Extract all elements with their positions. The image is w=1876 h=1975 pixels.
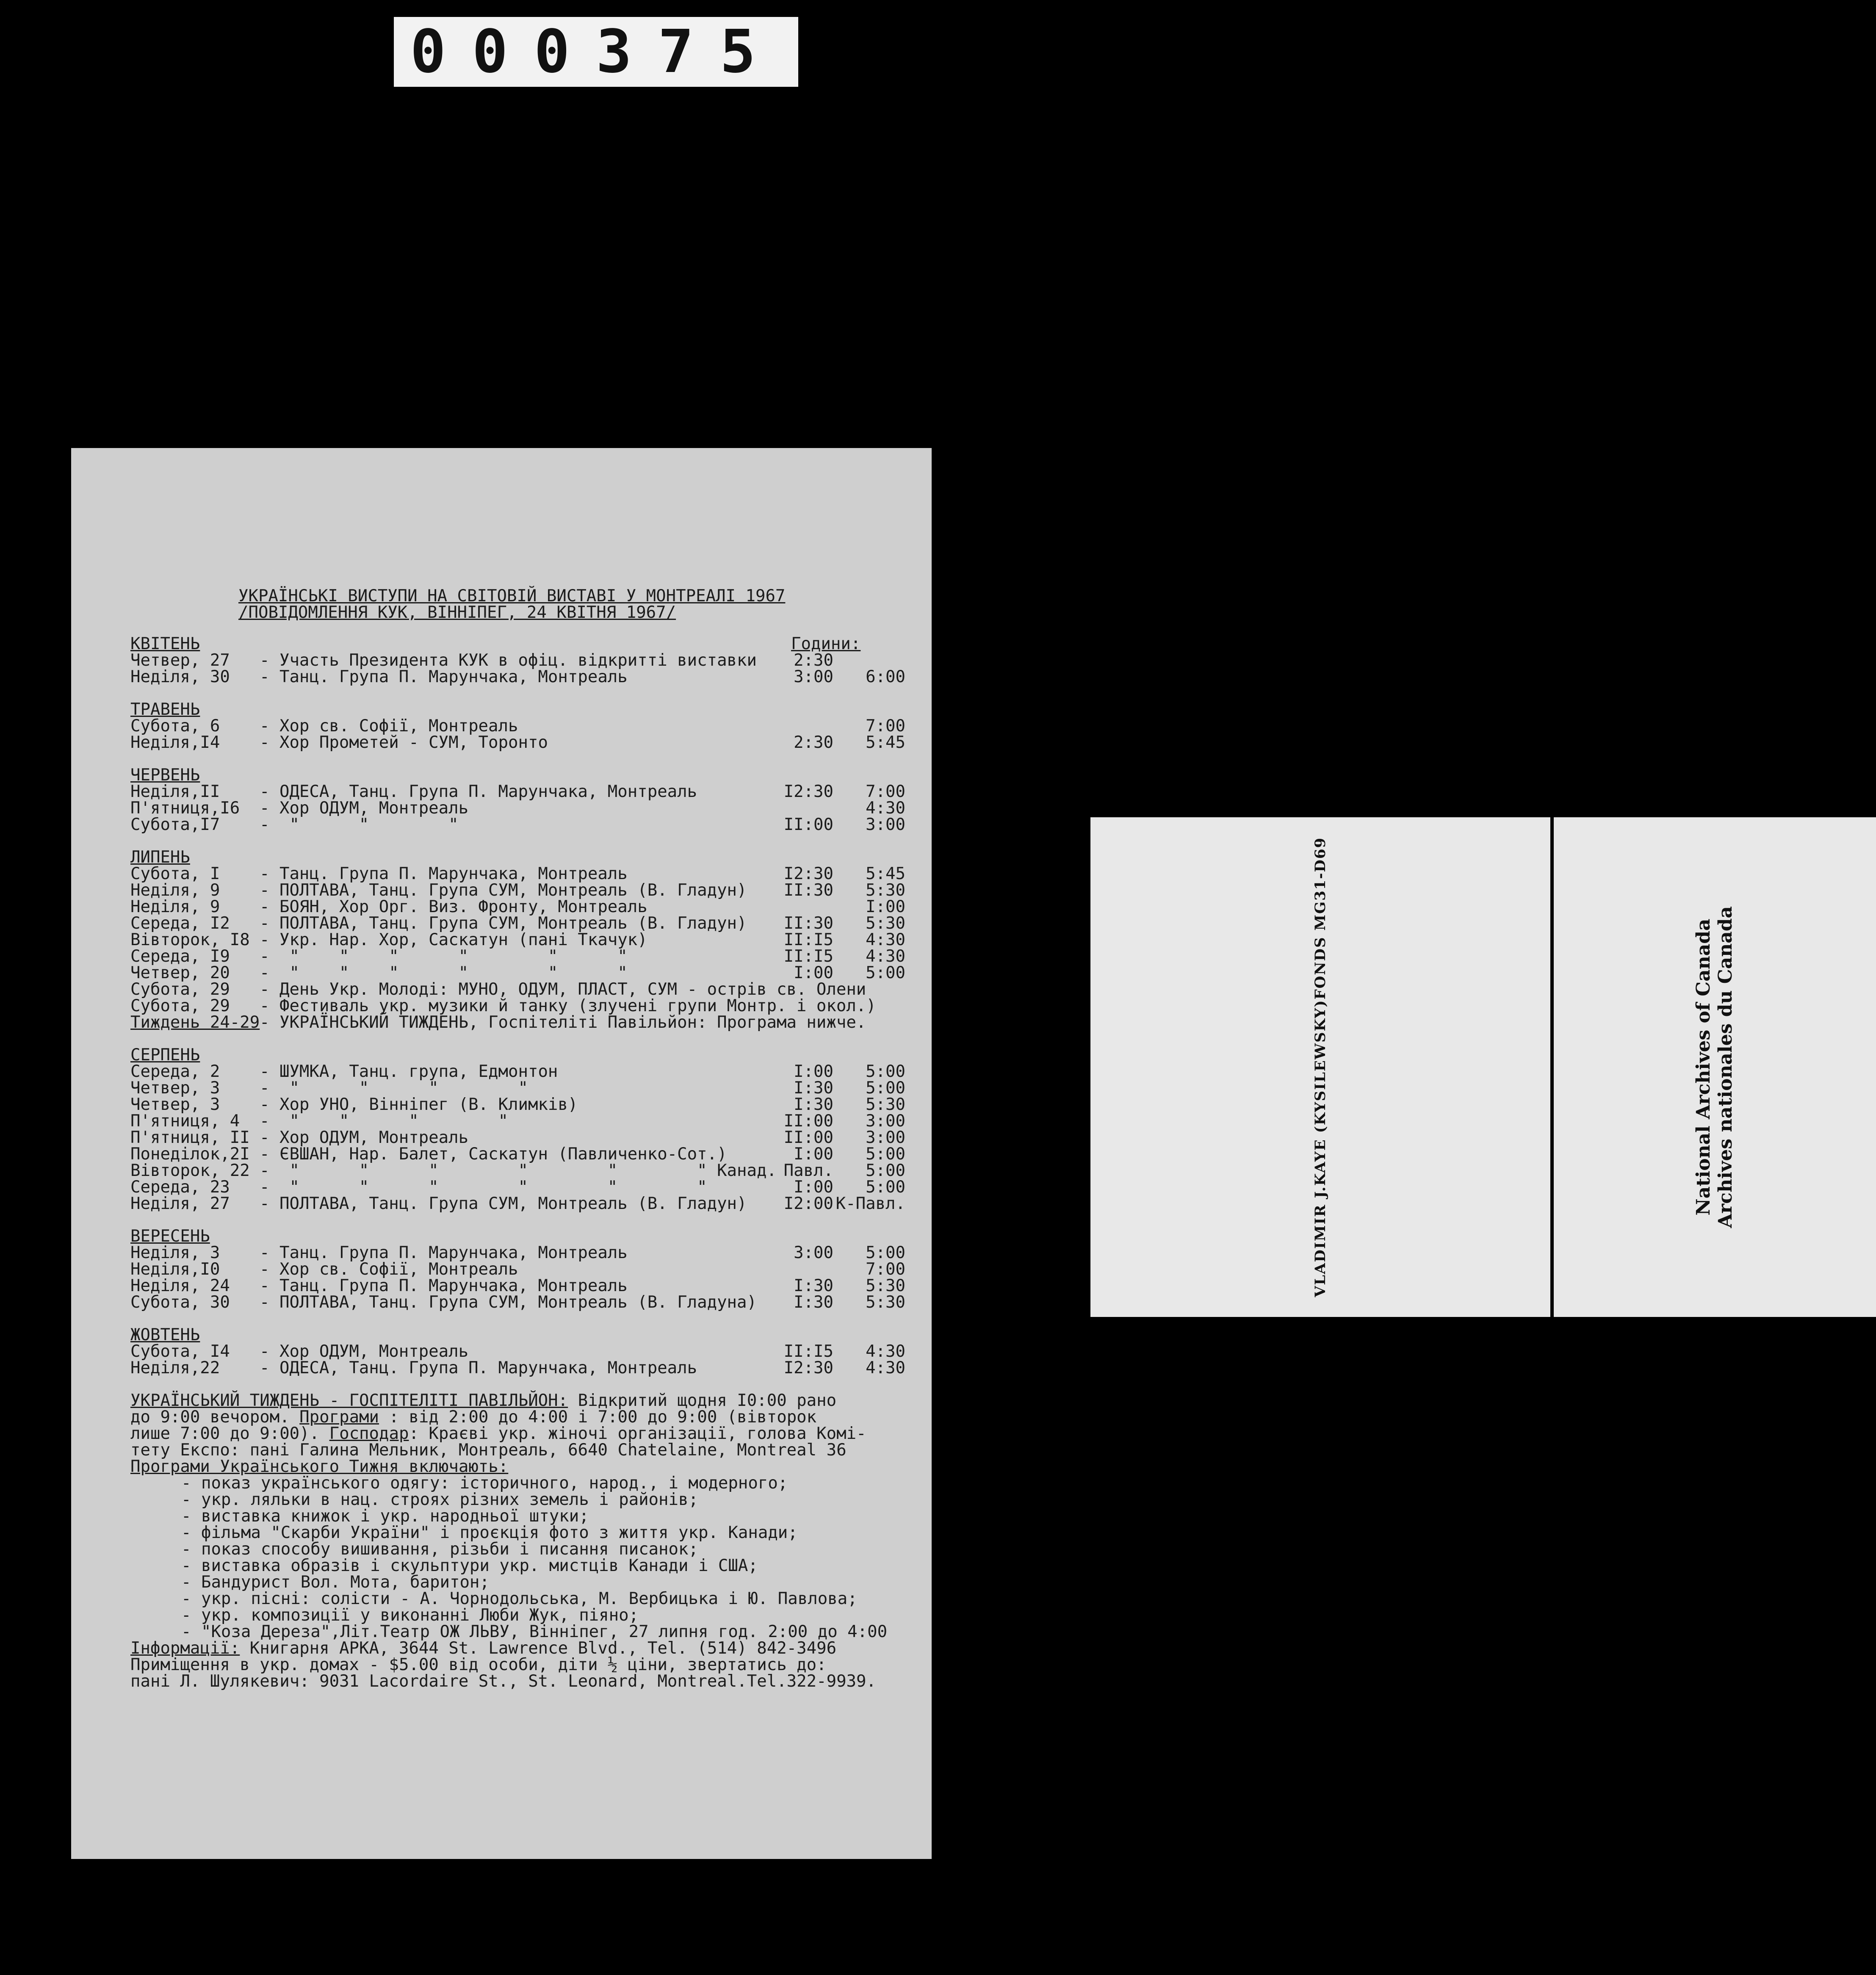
row-day: Субота, 6 (130, 716, 220, 736)
row-event: - День Укр. Молоді: МУНО, ОДУМ, ПЛАСТ, СУМ - острів св. Олени (260, 980, 866, 999)
row-day: Четвер, 27 (130, 651, 230, 670)
schedule-row (130, 1360, 932, 1376)
row-event: - " " " (260, 815, 459, 834)
row-event: - " " " " " " (260, 963, 628, 982)
row-event: - Фестиваль укр. музики й танку (злучені групи Монтр. і окол.) (260, 996, 876, 1015)
fonds-label (1090, 817, 1550, 1317)
row-day: Неділя, 30 (130, 667, 230, 686)
schedule-row (130, 882, 932, 899)
row-time-1: 2:30 (794, 733, 833, 752)
week-line-4: тету Експо: пані Галина Мельник, Монтреаль, 6640 Chatelaine, Montreal 36 (130, 1441, 847, 1460)
fonds-text: VLADIMIR J.KAYE (KYSILEWSKY)FONDS MG31-D69 (1312, 837, 1329, 1297)
row-time-2: 7:00 (866, 716, 905, 736)
row-time-1: ІІ:І5 (783, 947, 833, 966)
row-event: - Хор Прометей - СУМ, Торонто (260, 733, 548, 752)
program-item: - "Коза Дереза",Літ.Театр ОЖ ЛЬВУ, Вінніпег, 27 липня год. 2:00 до 4:00 (181, 1622, 888, 1641)
week-line-2 (130, 1409, 932, 1425)
row-time-2: 5:30 (866, 1276, 905, 1295)
row-event: - Хор ОДУМ, Монтреаль (260, 1342, 469, 1361)
info-line (130, 1640, 932, 1657)
week-line-2-start: до 9:00 вечором. (130, 1408, 290, 1427)
row-day: П'ятниця,І6 (130, 799, 240, 818)
row-time-2 (833, 998, 905, 1014)
row-event: - Хор св. Софії, Монтреаль (260, 716, 518, 736)
schedule-row (130, 816, 932, 833)
row-time-1 (780, 998, 833, 1014)
row-event: - БОЯН, Хор Орг. Виз. Фронту, Монтреаль (260, 897, 647, 916)
schedule-row (130, 718, 932, 734)
row-time-1: 3:00 (794, 1243, 833, 1262)
row-time-2: 4:30 (866, 930, 905, 949)
ukrainian-week-section (130, 1392, 932, 1690)
program-item: - укр. композиції у виконанні Люби Жук, піяно; (181, 1606, 639, 1625)
row-time-1 (780, 981, 833, 998)
month-header-row (130, 767, 932, 783)
schedule-row (130, 800, 932, 816)
month-header-row (130, 849, 932, 866)
row-time-1: ІІ:І5 (783, 1342, 833, 1361)
schedule-row (130, 1063, 932, 1080)
row-time-2: К-Павл. (836, 1194, 905, 1213)
row-event: - Укр. Нар. Хор, Саскатун (пані Ткачук) (260, 930, 647, 949)
row-day: Субота, 29 (130, 980, 230, 999)
month-header-row (130, 701, 932, 718)
row-time-2: 5:30 (866, 1095, 905, 1114)
row-time-1: І2:30 (783, 1358, 833, 1378)
row-event: - ПОЛТАВА, Танц. Група СУМ, Монтреаль (В. Гладун) (260, 1194, 747, 1213)
month-header-row (130, 1228, 932, 1245)
row-day: Неділя,І0 (130, 1260, 220, 1279)
row-event: - ПОЛТАВА, Танц. Група СУМ, Монтреаль (В. Гладуна) (260, 1293, 757, 1312)
row-day: Середа, І9 (130, 947, 230, 966)
schedule-row (130, 1162, 932, 1179)
schedule-row (130, 1129, 932, 1146)
row-time-2: 4:30 (866, 947, 905, 966)
row-time-2: 5:00 (866, 1062, 905, 1081)
month-header-row (130, 636, 932, 652)
row-time-2: 5:00 (866, 1243, 905, 1262)
month-header-row (130, 1327, 932, 1343)
row-time-2: 4:30 (866, 1342, 905, 1361)
performance-schedule (130, 636, 932, 1376)
archive-stamp (1090, 817, 1737, 1317)
row-time-1: І:00 (794, 1145, 833, 1164)
schedule-row (130, 1113, 932, 1129)
month-block (130, 701, 932, 751)
row-event: - " " " " (260, 1112, 508, 1131)
schedule-row (130, 965, 932, 981)
program-item: - укр. ляльки в нац. строях різних земель і районів; (181, 1490, 698, 1509)
schedule-row (130, 652, 932, 669)
title-line-2: /ПОВІДОМЛЕННЯ КУК, ВІННІПЕГ, 24 КВІТНЯ 1967/ (238, 603, 676, 622)
schedule-row (130, 998, 932, 1014)
row-event: - ЄВШАН, Нар. Балет, Саскатун (Павличенко-Сот.) (260, 1145, 727, 1164)
week-line-2-rest: : від 2:00 до 4:00 і 7:00 до 9:00 (вівторок (379, 1408, 817, 1427)
schedule-row (130, 915, 932, 932)
row-day: Вівторок, 22 (130, 1161, 250, 1180)
schedule-row (130, 932, 932, 948)
row-day: Неділя, 9 (130, 881, 220, 900)
program-item: - укр. пісні: солісти - А. Чорнодольська, М. Вербицька і Ю. Павлова; (181, 1589, 858, 1608)
row-event: - " " " " " " (260, 1178, 707, 1197)
row-time-1 (780, 800, 833, 816)
week-heading-rest: Відкритий щодня І0:00 рано (568, 1391, 837, 1410)
schedule-row (130, 1245, 932, 1261)
schedule-row (130, 1096, 932, 1113)
row-time-2: 4:30 (866, 1358, 905, 1378)
row-day: Неділя,І4 (130, 733, 220, 752)
row-time-2: І:00 (866, 897, 905, 916)
row-event: - " " " " " " Канад. (260, 1161, 777, 1180)
row-time-2: 7:00 (866, 1260, 905, 1279)
row-event: - ПОЛТАВА, Танц. Група СУМ, Монтреаль (В. Гладун) (260, 881, 747, 900)
program-item: - виставка образів і скульптури укр. мистців Канади і США; (181, 1556, 758, 1575)
row-event: - Танц. Група П. Марунчака, Монтреаль (260, 667, 628, 686)
row-event: - Хор ОДУМ, Монтреаль (260, 1128, 469, 1147)
schedule-row (130, 1080, 932, 1096)
row-event: - Танц. Група П. Марунчака, Монтреаль (260, 1276, 628, 1295)
row-time-1 (780, 718, 833, 734)
program-item: - Бандурист Вол. Мота, баритон; (181, 1573, 490, 1592)
month-heading: ЖОВТЕНЬ (130, 1325, 200, 1344)
row-event: - " " " " (260, 1079, 528, 1098)
program-item: - показ способу вишивання, різьби і писання писанок; (181, 1540, 698, 1559)
row-day: Четвер, 3 (130, 1079, 220, 1098)
schedule-row (130, 981, 932, 998)
archives-label (1554, 817, 1876, 1317)
week-row (130, 1014, 932, 1031)
archive-en: National Archives of Canada (1693, 918, 1715, 1216)
row-time-1 (780, 1261, 833, 1278)
row-time-2: 5:00 (866, 1145, 905, 1164)
row-event: - ОДЕСА, Танц. Група П. Марунчака, Монтреаль (260, 1358, 697, 1378)
row-time-1: ІІ:00 (783, 1112, 833, 1131)
month-heading: ЛИПЕНЬ (130, 848, 190, 867)
schedule-row (130, 783, 932, 800)
archive-fr: Archives nationales du Canada (1715, 906, 1737, 1228)
archives-text (1693, 906, 1737, 1228)
row-time-2: 5:45 (866, 733, 905, 752)
microfilm-frame-number: 000375 (394, 17, 798, 87)
schedule-row (130, 1261, 932, 1278)
row-time-1: І:30 (794, 1095, 833, 1114)
row-time-1: ІІ:30 (783, 881, 833, 900)
row-time-1: Павл. (783, 1161, 833, 1180)
schedule-row (130, 1278, 932, 1294)
row-time-2: 4:30 (866, 799, 905, 818)
row-day: Середа, 23 (130, 1178, 230, 1197)
row-day: Субота, 29 (130, 996, 230, 1015)
program-item: - показ українського одягу: історичного, народ., і модерного; (181, 1474, 788, 1493)
row-time-2: 3:00 (866, 1128, 905, 1147)
document-title (238, 588, 932, 621)
row-time-2: 5:30 (866, 1293, 905, 1312)
row-day: П'ятниця, 4 (130, 1112, 240, 1131)
row-time-2: 5:30 (866, 881, 905, 900)
row-event: - Участь Президента КУК в офіц. відкритті виставки (260, 651, 757, 670)
week-row-event: - УКРАЇНСЬКИЙ ТИЖДЕНЬ, Госпітеліті Павільйон: Програма нижче. (260, 1013, 866, 1032)
row-time-1: ІІ:00 (783, 815, 833, 834)
row-time-2: 3:00 (866, 815, 905, 834)
month-block (130, 636, 932, 685)
programs-label: Програми (299, 1408, 379, 1427)
row-day: Неділя, 3 (130, 1243, 220, 1262)
schedule-row (130, 669, 932, 685)
row-day: Субота, І4 (130, 1342, 230, 1361)
row-time-1: І:30 (794, 1079, 833, 1098)
month-heading: ВЕРЕСЕНЬ (130, 1227, 210, 1246)
row-day: Середа, 2 (130, 1062, 220, 1081)
lodging-line-1: Приміщення в укр. домах - $5.00 від особи, діти ½ ціни, звертатись до: (130, 1655, 827, 1674)
row-day: Середа, І2 (130, 914, 230, 933)
week-row-day: Тиждень 24-29 (130, 1013, 260, 1032)
info-rest: Книгарня АРКА, 3644 St. Lawrence Blvd., Tel. (514) 842-3496 (240, 1639, 837, 1658)
month-block (130, 849, 932, 1031)
schedule-row (130, 899, 932, 915)
document-page (71, 448, 932, 1859)
week-heading-line (130, 1392, 932, 1409)
row-time-2: 6:00 (866, 667, 905, 686)
title-line-1: УКРАЇНСЬКІ ВИСТУПИ НА СВІТОВІЙ ВИСТАВІ У МОНТРЕАЛІ 1967 (238, 586, 786, 606)
schedule-row (130, 1343, 932, 1360)
program-heading: Програми Українського Тижня включають: (130, 1457, 509, 1476)
row-event: - ШУМКА, Танц. група, Едмонтон (260, 1062, 558, 1081)
row-day: Неділя,22 (130, 1358, 220, 1378)
schedule-row (130, 948, 932, 965)
row-event: - Танц. Група П. Марунчака, Монтреаль (260, 864, 628, 883)
row-time-1: ІІ:30 (783, 914, 833, 933)
row-event: - Хор УНО, Вінніпег (В. Климків) (260, 1095, 578, 1114)
week-line-3 (130, 1425, 932, 1442)
row-time-2: 7:00 (866, 782, 905, 801)
row-time-1 (780, 899, 833, 915)
month-block (130, 1327, 932, 1376)
row-day: Субота, 30 (130, 1293, 230, 1312)
row-event: - " " " " " " (260, 947, 628, 966)
row-time-2 (833, 652, 905, 669)
row-time-1: І:00 (794, 1178, 833, 1197)
row-time-1: І:30 (794, 1293, 833, 1312)
row-day: Вівторок, І8 (130, 930, 250, 949)
row-time-1: І:00 (794, 1062, 833, 1081)
program-item: - фільма "Скарби України" і проєкція фото з життя укр. Канади; (181, 1523, 798, 1542)
month-block (130, 767, 932, 833)
row-day: П'ятниця, ІІ (130, 1128, 250, 1147)
row-time-2: 3:00 (866, 1112, 905, 1131)
schedule-row (130, 1146, 932, 1162)
week-line-3-start: лише 7:00 до 9:00). (130, 1424, 320, 1443)
week-line-3-rest: : Краєві укр. жіночі організації, голова Комі- (409, 1424, 866, 1443)
row-day: Неділя, 24 (130, 1276, 230, 1295)
row-time-2: 5:00 (866, 963, 905, 982)
program-list (181, 1475, 932, 1640)
month-header-row (130, 1047, 932, 1063)
week-heading: УКРАЇНСЬКИЙ ТИЖДЕНЬ - ГОСПІТЕЛІТІ ПАВІЛЬЙОН: (130, 1391, 568, 1410)
row-time-1: І2:00 (783, 1194, 833, 1213)
row-day: Субота, І (130, 864, 220, 883)
row-event: - ОДЕСА, Танц. Група П. Марунчака, Монтреаль (260, 782, 697, 801)
month-block (130, 1047, 932, 1212)
row-event: - Танц. Група П. Марунчака, Монтреаль (260, 1243, 628, 1262)
row-time-2: 5:00 (866, 1079, 905, 1098)
row-time-2: 5:30 (866, 914, 905, 933)
row-time-2: 5:00 (866, 1178, 905, 1197)
row-time-1: 3:00 (794, 667, 833, 686)
row-day: Неділя,ІІ (130, 782, 220, 801)
row-time-1: 2:30 (794, 651, 833, 670)
hours-column-heading: Години: (791, 634, 861, 653)
row-time-1: І:00 (794, 963, 833, 982)
info-label: Інформації: (130, 1639, 240, 1658)
month-heading: ЧЕРВЕНЬ (130, 766, 200, 785)
row-time-1: ІІ:І5 (783, 930, 833, 949)
row-time-2 (833, 981, 905, 998)
month-block (130, 1228, 932, 1311)
row-day: Четвер, 20 (130, 963, 230, 982)
row-time-1: І2:30 (783, 782, 833, 801)
row-day: Неділя, 9 (130, 897, 220, 916)
program-item: - виставка книжок і укр. народньої штуки; (181, 1507, 589, 1526)
schedule-row (130, 866, 932, 882)
host-label: Господар (329, 1424, 409, 1443)
row-event: - Хор св. Софії, Монтреаль (260, 1260, 518, 1279)
row-day: Неділя, 27 (130, 1194, 230, 1213)
row-time-2: 5:45 (866, 864, 905, 883)
row-day: Понеділок,2І (130, 1145, 250, 1164)
schedule-row (130, 734, 932, 751)
row-day: Субота,І7 (130, 815, 220, 834)
row-time-1: І2:30 (783, 864, 833, 883)
month-heading: КВІТЕНЬ (130, 634, 200, 653)
row-day: Четвер, 3 (130, 1095, 220, 1114)
row-event: - Хор ОДУМ, Монтреаль (260, 799, 469, 818)
schedule-row (130, 1195, 932, 1212)
row-event: - ПОЛТАВА, Танц. Група СУМ, Монтреаль (В. Гладун) (260, 914, 747, 933)
row-time-2: 5:00 (866, 1161, 905, 1180)
schedule-row (130, 1179, 932, 1195)
row-time-1: ІІ:00 (783, 1128, 833, 1147)
lodging-line-2: пані Л. Шулякевич: 9031 Lacordaire St., St. Leonard, Montreal.Tel.322-9939. (130, 1672, 876, 1691)
month-heading: ТРАВЕНЬ (130, 700, 200, 719)
schedule-row (130, 1294, 932, 1311)
month-heading: СЕРПЕНЬ (130, 1046, 200, 1065)
row-time-1: І:30 (794, 1276, 833, 1295)
